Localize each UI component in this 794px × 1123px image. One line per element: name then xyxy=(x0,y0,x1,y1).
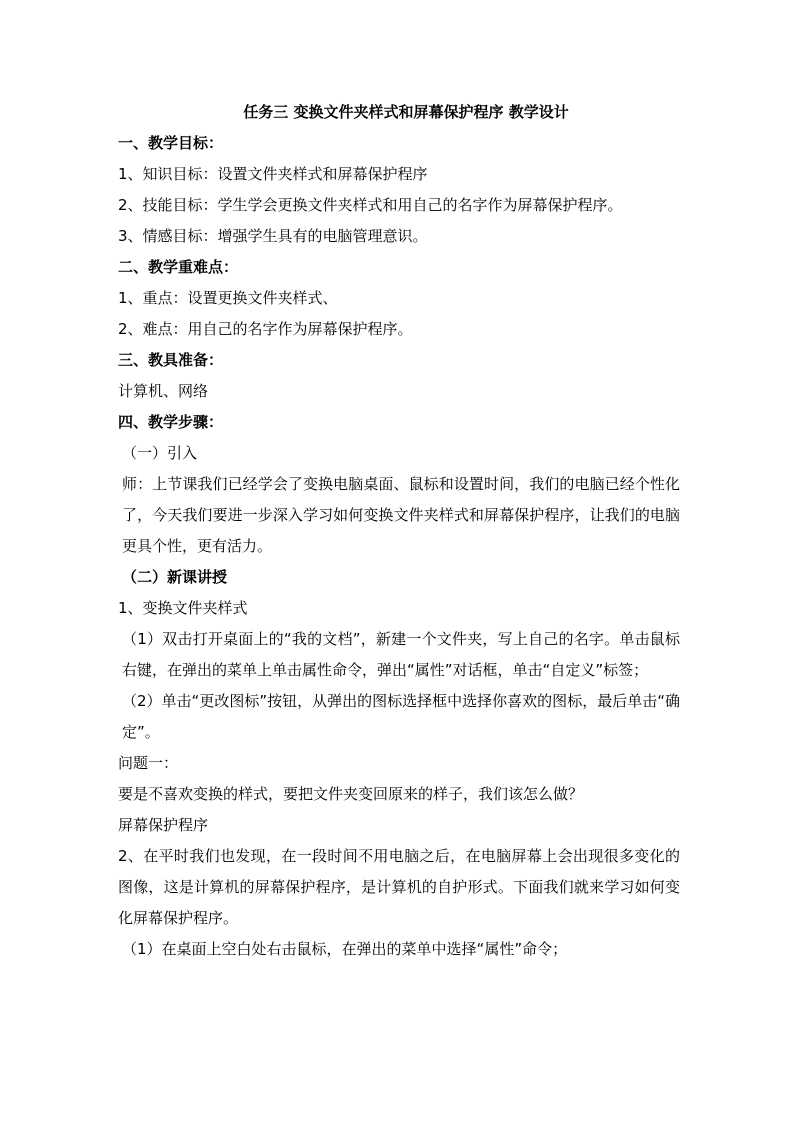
section-heading-objectives: 一、教学目标： xyxy=(118,134,224,152)
document-title: 任务三 变换文件夹样式和屏幕保护程序 教学设计 xyxy=(243,103,569,121)
section-heading-materials: 三、教具准备： xyxy=(118,351,224,369)
item-screensaver-paragraph: 2、在平时我们也发现，在一段时间不用电脑之后，在电脑屏幕上会出现很多变化的图像，这是计算机的屏幕保护程序，是计算机的自护形式。下面我们就来学习如何变化屏幕保护程序。 xyxy=(118,847,680,927)
subheading-intro: （一）引入 xyxy=(122,444,198,462)
step-1-paragraph: （1）双击打开桌面上的“我的文档”，新建一个文件夹，写上自己的名字。单击鼠标右键，在弹出的菜单上单击属性命令，弹出“属性”对话框，单击“自定义”标签； xyxy=(122,630,680,679)
item-folder-style: 1、变换文件夹样式 xyxy=(118,599,248,617)
question-label: 问题一： xyxy=(118,754,179,772)
subheading-new-lesson: （二）新课讲授 xyxy=(122,568,228,586)
materials-text: 计算机、网络 xyxy=(118,382,209,400)
intro-paragraph: 师：上节课我们已经学会了变换电脑桌面、鼠标和设置时间，我们的电脑已经个性化了，今天我们要进一步深入学习如何变换文件夹样式和屏幕保护程序，让我们的电脑更具个性，更有活力。 xyxy=(122,475,680,555)
difficult-point: 2、难点：用自己的名字作为屏幕保护程序。 xyxy=(118,320,413,338)
question-text: 要是不喜欢变换的样式，要把文件夹变回原来的样子，我们该怎么做？ xyxy=(118,785,584,803)
key-point: 1、重点：设置更换文件夹样式、 xyxy=(118,289,338,307)
objective-skill: 2、技能目标：学生学会更换文件夹样式和用自己的名字作为屏幕保护程序。 xyxy=(118,196,623,214)
section-heading-key-points: 二、教学重难点： xyxy=(118,258,239,276)
screensaver-label: 屏幕保护程序 xyxy=(118,816,209,834)
step-2-paragraph: （2）单击“更改图标”按钮，从弹出的图标选择框中选择你喜欢的图标，最后单击“确定”。 xyxy=(122,692,680,741)
section-heading-steps: 四、教学步骤： xyxy=(118,413,224,431)
step-3-paragraph: （1）在桌面上空白处右击鼠标，在弹出的菜单中选择“属性”命令； xyxy=(122,940,568,958)
document-page xyxy=(118,97,680,965)
objective-emotion: 3、情感目标：增强学生具有的电脑管理意识。 xyxy=(118,227,428,245)
objective-knowledge: 1、知识目标：设置文件夹样式和屏幕保护程序 xyxy=(118,165,428,183)
